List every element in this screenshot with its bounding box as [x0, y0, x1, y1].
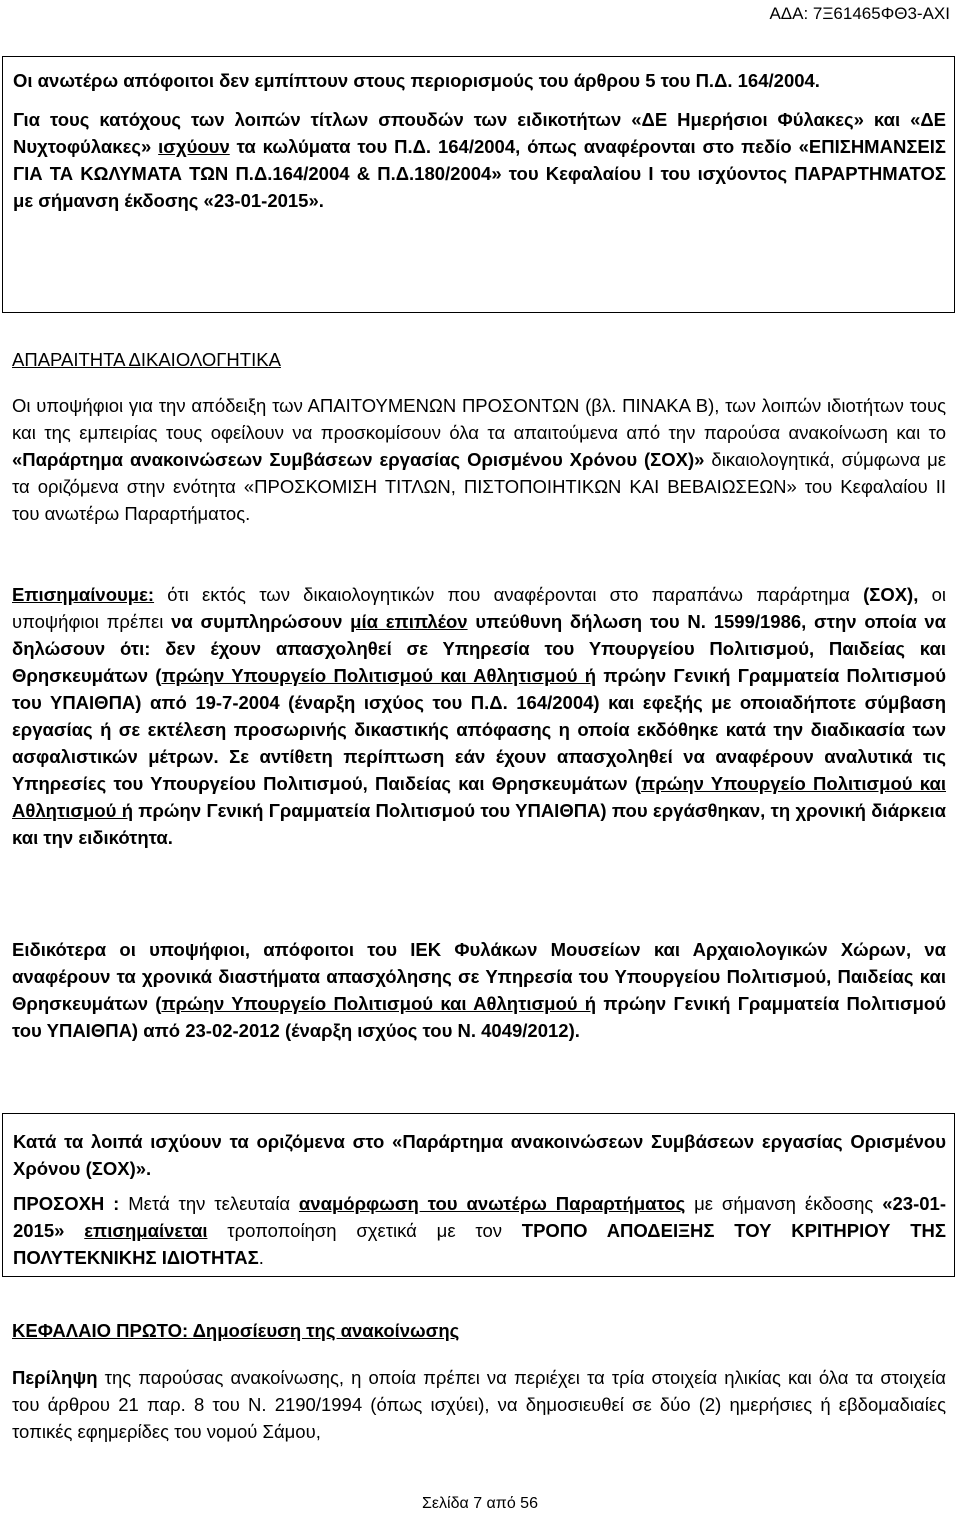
- chapter-one: [12, 1317, 946, 1445]
- box1-paragraph-2: Για τους κατόχους των λοιπών τίτλων σπουδών των ειδικοτήτων «ΔΕ Ημερήσιοι Φύλακες» και «ΔΕ Νυχτοφύλακες» ισχύουν τα κωλύματα του Π.Δ. 164/2004, όπως αναφέρονται στο πεδίο «ΕΠΙΣΗΜΑΝΣΕΙΣ ΓΙΑ ΤΑ ΚΩΛΥΜΑΤΑ ΤΩΝ Π.Δ.164/2004 & Π.Δ.180/2004» του Κεφαλαίου Ι του ισχύοντος ΠΑΡΑΡΤΗΜΑΤΟΣ με σήμανση έκδοσης «23-01-2015».: [13, 109, 946, 211]
- section-notice: [12, 581, 946, 851]
- box1-paragraph-1: Οι ανωτέρω απόφοιτοι δεν εμπίπτουν στους περιορισμούς του άρθρου 5 του Π.Δ. 164/2004.: [13, 70, 820, 91]
- section-required-docs: [12, 346, 946, 527]
- box2-paragraph-2: ΠΡΟΣΟΧΗ : Μετά την τελευταία αναμόρφωση του ανωτέρω Παραρτήματος με σήμανση έκδοσης «23-01-2015» επισημαίνεται τροποποίηση σχετικά με τον ΤΡΟΠΟ ΑΠΟΔΕΙΞΗΣ ΤΟΥ ΚΡΙΤΗΡΙΟΥ ΤΗΣ ΠΟΛΥΤΕΚΝΙΚΗΣ ΙΔΙΟΤΗΤΑΣ.: [13, 1193, 947, 1268]
- chapter-paragraph: Περίληψη της παρούσας ανακοίνωσης, η οποία πρέπει να περιέχει τα τρία στοιχεία ηλικίας και όλα τα στοιχεία του άρθρου 21 παρ. 8 του Ν. 2190/1994 (όπως ισχύει), να δημοσιευθεί σε δύο (2) ημερήσιες ή εβδομαδιαίες τοπικές εφημερίδες του νομού Σάμου,: [12, 1367, 946, 1442]
- chapter-heading: ΚΕΦΑΛΑΙΟ ΠΡΩΤΟ: Δημοσίευση της ανακοίνωσης: [12, 1320, 460, 1341]
- iek-paragraph: Ειδικότερα οι υποψήφιοι, απόφοιτοι του ΙΕΚ Φυλάκων Μουσείων και Αρχαιολογικών Χώρων, να αναφέρουν τα χρονικά διαστήματα απασχόλησης σε Υπηρεσία του Υπουργείου Πολιτισμού, Παιδείας και Θρησκευμάτων (πρώην Υπουργείο Πολιτισμού και Αθλητισμού ή πρώην Γενική Γραμματεία Πολιτισμού του ΥΠΑΙΘΠΑ) από 23-02-2012 (έναρξη ισχύος του Ν. 4049/2012).: [12, 939, 946, 1041]
- note-box-top: [2, 56, 955, 313]
- required-docs-paragraph: Οι υποψήφιοι για την απόδειξη των ΑΠΑΙΤΟΥΜΕΝΩΝ ΠΡΟΣΟΝΤΩΝ (βλ. ΠΙΝΑΚΑ Β), των λοιπών ιδιοτήτων τους και της εμπειρίας τους οφείλουν να προσκομίσουν όλα τα απαιτούμενα από την παρούσα ανακοίνωση και το «Παράρτημα ανακοινώσεων Συμβάσεων εργασίας Ορισμένου Χρόνου (ΣΟΧ)» δικαιολογητικά, σύμφωνα με τα οριζόμενα στην ενότητα «ΠΡΟΣΚΟΜΙΣΗ ΤΙΤΛΩΝ, ΠΙΣΤΟΠΟΙΗΤΙΚΩΝ ΚΑΙ ΒΕΒΑΙΩΣΕΩΝ» του Κεφαλαίου ΙΙ του ανωτέρω Παραρτήματος.: [12, 395, 946, 524]
- section-heading: ΑΠΑΡΑΙΤΗΤΑ ΔΙΚΑΙΟΛΟΓΗΤΙΚΑ: [12, 349, 281, 370]
- notice-paragraph: Επισημαίνουμε: ότι εκτός των δικαιολογητικών που αναφέρονται στο παραπάνω παράρτημα (ΣΟΧ), οι υποψήφιοι πρέπει να συμπληρώσουν μία επιπλέον υπεύθυνη δήλωση του Ν. 1599/1986, στην οποία να δηλώσουν ότι: δεν έχουν απασχοληθεί σε Υπηρεσία του Υπουργείου Πολιτισμού, Παιδείας και Θρησκευμάτων (πρώην Υπουργείο Πολιτισμού και Αθλητισμού ή πρώην Γενική Γραμματεία Πολιτισμού του ΥΠΑΙΘΠΑ) από 19-7-2004 (έναρξη ισχύος του Π.Δ. 164/2004) και εφεξής με οποιαδήποτε σύμβαση εργασίας ή σε εκτέλεση προσωρινής δικαστικής απόφασης η οποία εκδόθηκε κατά την διαδικασία των ασφαλιστικών μέτρων. Σε αντίθετη περίπτωση εάν έχουν απασχοληθεί να αναφέρουν αναλυτικά τις Υπηρεσίες του Υπουργείου Πολιτισμού, Παιδείας και Θρησκευμάτων (πρώην Υπουργείο Πολιτισμού και Αθλητισμού ή πρώην Γενική Γραμματεία Πολιτισμού του ΥΠΑΙΘΠΑ) που εργάσθηκαν, τη χρονική διάρκεια και την ειδικότητα.: [12, 584, 947, 848]
- note-box-bottom: [2, 1113, 955, 1277]
- box2-paragraph-1: Κατά τα λοιπά ισχύουν τα οριζόμενα στο «Παράρτημα ανακοινώσεων Συμβάσεων εργασίας Ορισμένου Χρόνου (ΣΟΧ)».: [13, 1131, 946, 1179]
- section-iek: [12, 936, 946, 1044]
- ada-code: ΑΔΑ: 7Ξ61465ΦΘ3-ΑΧΙ: [769, 4, 950, 23]
- page-number: Σελίδα 7 από 56: [422, 1495, 538, 1512]
